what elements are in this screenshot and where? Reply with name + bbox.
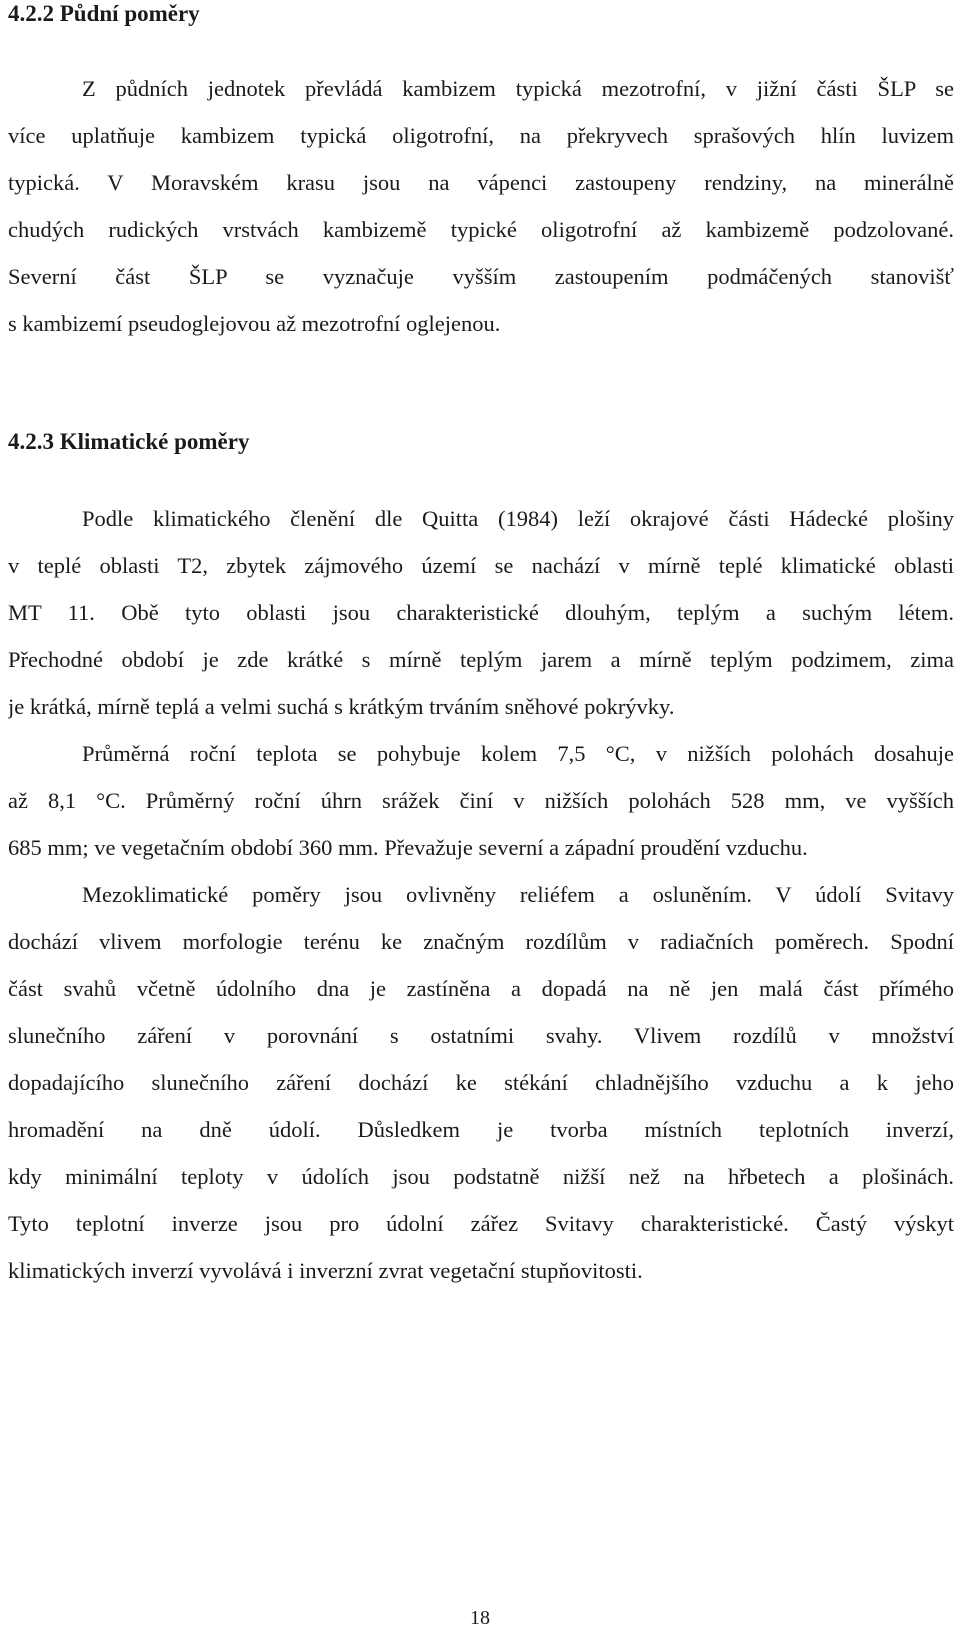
text-line: v teplé oblasti T2, zbytek zájmového území se nachází v mírně teplé klimatické oblasti: [8, 553, 954, 578]
text-line: až 8,1 °C. Průměrný roční úhrn srážek činí v nižších polohách 528 mm, ve vyšších: [8, 788, 954, 813]
text-line: dochází vlivem morfologie terénu ke značným rozdílům v radiačních poměrech. Spodní: [8, 929, 954, 954]
text-line: MT 11. Obě tyto oblasti jsou charakteristické dlouhým, teplým a suchým létem.: [8, 600, 954, 625]
text-line: slunečního záření v porovnání s ostatními svahy. Vlivem rozdílů v množství: [8, 1023, 954, 1048]
text-line: 685 mm; ve vegetačním období 360 mm. Převažuje severní a západní proudění vzduchu.: [8, 835, 808, 860]
text-line: Mezoklimatické poměry jsou ovlivněny reliéfem a osluněním. V údolí Svitavy: [82, 882, 954, 907]
text-line: chudých rudických vrstvách kambizemě typické oligotrofní až kambizemě podzolované.: [8, 217, 954, 242]
text-line: hromadění na dně údolí. Důsledkem je tvorba místních teplotních inverzí,: [8, 1117, 954, 1142]
text-line: kdy minimální teploty v údolích jsou podstatně nižší než na hřbetech a plošinách.: [8, 1164, 954, 1189]
text-line: Přechodné období je zde krátké s mírně teplým jarem a mírně teplým podzimem, zima: [8, 647, 954, 672]
section-heading-climate: 4.2.3 Klimatické poměry: [8, 429, 250, 454]
text-line: dopadajícího slunečního záření dochází ke stékání chladnějšího vzduchu a k jeho: [8, 1070, 954, 1095]
text-line: Podle klimatického členění dle Quitta (1984) leží okrajové části Hádecké plošiny: [82, 506, 954, 531]
text-line: Průměrná roční teplota se pohybuje kolem 7,5 °C, v nižších polohách dosahuje: [82, 741, 954, 766]
text-line: typická. V Moravském krasu jsou na vápenci zastoupeny rendziny, na minerálně: [8, 170, 954, 195]
page-number: 18: [470, 1607, 490, 1629]
text-line: klimatických inverzí vyvolává i inverzní zvrat vegetační stupňovitosti.: [8, 1258, 643, 1283]
text-line: je krátká, mírně teplá a velmi suchá s krátkým trváním sněhové pokrývky.: [8, 694, 675, 719]
text-line: s kambizemí pseudoglejovou až mezotrofní oglejenou.: [8, 311, 501, 336]
text-line: více uplatňuje kambizem typická oligotrofní, na překryvech sprašových hlín luvizem: [8, 123, 954, 148]
text-line: Z půdních jednotek převládá kambizem typická mezotrofní, v jižní části ŠLP se: [82, 76, 954, 101]
text-line: Severní část ŠLP se vyznačuje vyšším zastoupením podmáčených stanovišť: [8, 264, 954, 289]
paragraph-climate: [8, 495, 954, 1294]
paragraph-soil: [8, 65, 954, 347]
section-heading-soil: 4.2.2 Půdní poměry: [8, 1, 200, 26]
text-line: Tyto teplotní inverze jsou pro údolní zářez Svitavy charakteristické. Častý výskyt: [8, 1211, 954, 1236]
text-line: část svahů včetně údolního dna je zastíněna a dopadá na ně jen malá část přímého: [8, 976, 954, 1001]
